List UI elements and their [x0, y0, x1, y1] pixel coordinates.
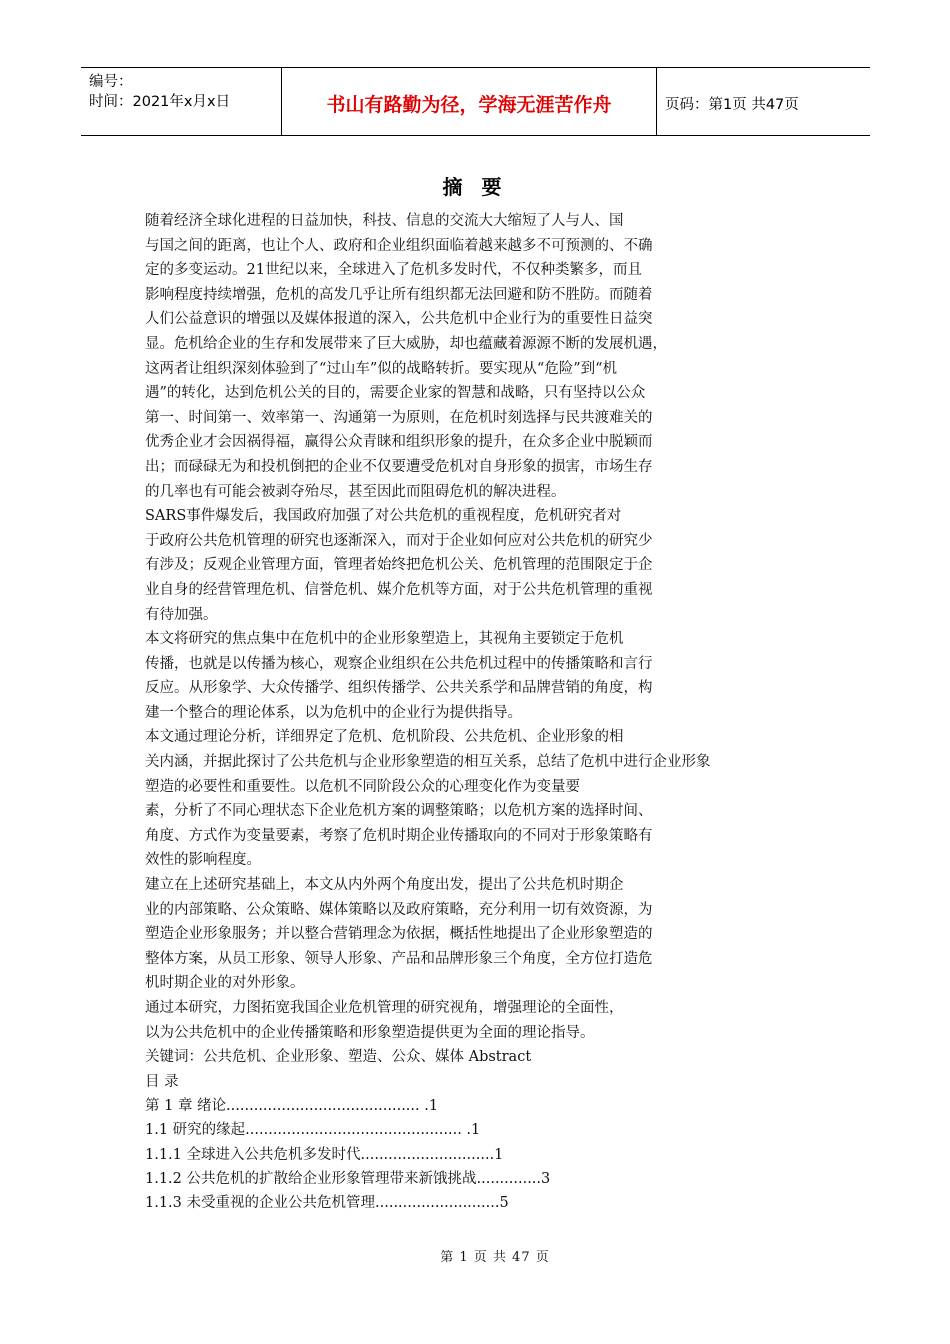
text-line: 出；而碌碌无为和投机倒把的企业不仅要遭受危机对自身形象的损害，市场生存 — [145, 458, 653, 475]
text-line: 机时期企业的对外形象。 — [145, 975, 305, 992]
text-line: 有涉及；反观企业管理方面，管理者始终把危机公关、危机管理的范围限定于企 — [145, 557, 653, 574]
text-line: 这两者让组织深刻体验到了“过山车”似的战略转折。要实现从“危险”到“机 — [145, 360, 618, 377]
document-date-label: 时间：2021年x月x日 — [89, 94, 231, 110]
text-line: 反应。从形象学、大众传播学、组织传播学、公共关系学和品牌营销的角度，构 — [145, 680, 653, 697]
text-line: 影响程度持续增强，危机的高发几乎让所有组织都无法回避和防不胜防。而随着 — [145, 286, 653, 303]
toc-entry[interactable]: 1.1.1 全球进入公共危机多发时代.............................1 — [145, 1146, 504, 1163]
toc-entry[interactable]: 1.1.3 未受重视的企业公共危机管理...........................5 — [145, 1194, 509, 1211]
toc-entry[interactable]: 第 1 章 绪论.......................................... .1 — [145, 1098, 439, 1115]
keywords-line: 关键词：公共危机、企业形象、塑造、公众、媒体 Abstract — [145, 1049, 532, 1066]
toc-entry[interactable]: 1.1.2 公共危机的扩散给企业形象管理带来新饿挑战..............3 — [145, 1170, 551, 1187]
text-line: 以为公共危机中的企业传播策略和形象塑造提供更为全面的理论指导。 — [145, 1024, 595, 1041]
text-line: 建一个整合的理论体系，以为危机中的企业行为提供指导。 — [145, 704, 522, 721]
text-line: 本文通过理论分析，详细界定了危机、危机阶段、公共危机、企业形象的相 — [145, 729, 624, 746]
text-line: 遇”的转化，达到危机公关的目的，需要企业家的智慧和战略，只有坚持以公众 — [145, 385, 646, 402]
text-line: 通过本研究，力图拓宽我国企业危机管理的研究视角，增强理论的全面性， — [145, 1000, 624, 1016]
text-line: 定的多变运动。21世纪以来，全球进入了危机多发时代，不仅种类繁多，而且 — [145, 262, 642, 279]
abstract-title: 摘 要 — [442, 175, 508, 199]
text-line: 人们公益意识的增强以及媒体报道的深入，公共危机中企业行为的重要性日益突 — [145, 311, 653, 328]
text-line: 塑造企业形象服务；并以整合营销理念为依据，概括性地提出了企业形象塑造的 — [145, 926, 653, 943]
toc-heading: 目 录 — [145, 1073, 179, 1090]
document-number-label: 编号： — [89, 74, 133, 90]
text-line: 业的内部策略、公众策略、媒体策略以及政府策略，充分利用一切有效资源，为 — [145, 901, 653, 918]
text-line: SARS事件爆发后，我国政府加强了对公共危机的重视程度，危机研究者对 — [145, 508, 622, 525]
abstract-body — [145, 209, 835, 1215]
text-line: 建立在上述研究基础上，本文从内外两个角度出发，提出了公共危机时期企 — [145, 877, 624, 894]
text-line: 有待加强。 — [145, 606, 218, 623]
page-header — [81, 67, 870, 136]
text-line: 的几率也有可能会被剥夺殆尽，甚至因此而阻碍危机的解决进程。 — [145, 483, 566, 500]
text-line: 素，分析了不同心理状态下企业危机方案的调整策略；以危机方案的选择时间、 — [145, 803, 653, 820]
text-line: 传播，也就是以传播为核心，观察企业组织在公共危机过程中的传播策略和言行 — [145, 655, 653, 672]
text-line: 随着经济全球化进程的日益加快，科技、信息的交流大大缩短了人与人、国 — [145, 213, 624, 229]
text-line: 与国之间的距离，也让个人、政府和企业组织面临着越来越多不可预测的、不确 — [145, 237, 653, 254]
header-meta — [81, 68, 282, 135]
text-line: 塑造的必要性和重要性。以危机不同阶段公众的心理变化作为变量要 — [145, 778, 580, 795]
text-line: 关内涵，并据此探讨了公共危机与企业形象塑造的相互关系，总结了危机中进行企业形象 — [145, 754, 711, 771]
header-page-label: 页码：第1页 共47页 — [665, 97, 799, 113]
text-line: 业自身的经营管理危机、信誉危机、媒介危机等方面，对于公共危机管理的重视 — [145, 581, 653, 598]
text-line: 本文将研究的焦点集中在危机中的企业形象塑造上，其视角主要锁定于危机 — [145, 631, 624, 648]
text-line: 显。危机给企业的生存和发展带来了巨大威胁，却也蕴藏着源源不断的发展机遇， — [145, 335, 667, 352]
header-motto: 书山有路勤为径，学海无涯苦作舟 — [282, 68, 657, 135]
text-line: 第一、时间第一、效率第一、沟通第一为原则，在危机时刻选择与民共渡难关的 — [145, 409, 653, 426]
text-line: 于政府公共危机管理的研究也逐渐深入，而对于企业如何应对公共危机的研究少 — [145, 532, 653, 549]
text-line: 角度、方式作为变量要素，考察了危机时期企业传播取向的不同对于形象策略有 — [145, 827, 653, 844]
page-footer: 第 1 页 共 47 页 — [440, 1250, 550, 1265]
text-line: 整体方案，从员工形象、领导人形象、产品和品牌形象三个角度，全方位打造危 — [145, 950, 653, 967]
toc-entry[interactable]: 1.1 研究的缘起............................................... .1 — [145, 1122, 481, 1139]
text-line: 效性的影响程度。 — [145, 852, 261, 869]
text-line: 优秀企业才会因祸得福，赢得公众青睐和组织形象的提升，在众多企业中脱颖而 — [145, 434, 653, 451]
